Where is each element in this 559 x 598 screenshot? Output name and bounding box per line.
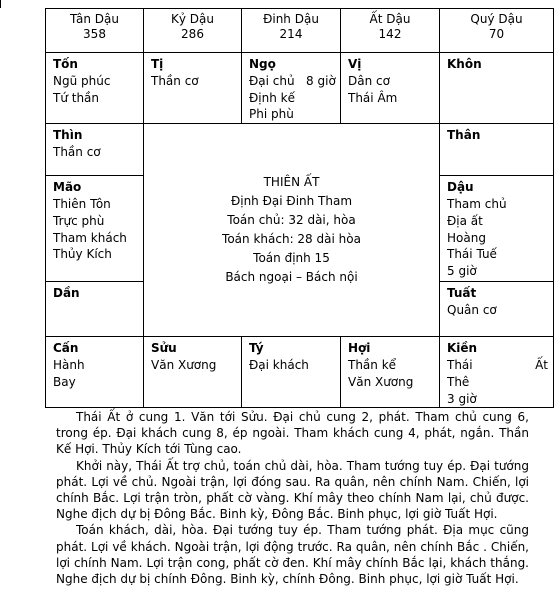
palace-entry-split <box>447 357 548 374</box>
year-name: Đinh Dậu <box>263 12 319 26</box>
center-line: Toán chủ: 32 dài, hòa <box>227 213 356 228</box>
palace-name: Tý <box>249 341 264 356</box>
palace-entry: Tham chủ <box>447 196 507 211</box>
palace-hoi <box>341 337 440 408</box>
palace-tuat <box>440 282 554 337</box>
palace-dau <box>440 176 554 282</box>
header-cell <box>46 9 144 53</box>
palace-entry: Định kế <box>249 90 295 105</box>
palace-ngo <box>242 53 341 124</box>
palace-mao <box>46 176 144 282</box>
year-header-row <box>46 9 554 53</box>
palace-entry: Bay <box>53 374 76 389</box>
palace-entry-right: Ất <box>535 357 548 372</box>
palace-entry: Tham khách <box>53 230 127 245</box>
palace-than <box>440 124 554 176</box>
palace-name: Ngọ <box>249 57 276 71</box>
center-line: Toán định 15 <box>253 251 330 266</box>
palace-kien <box>440 337 554 408</box>
palace-entry: Trực phù <box>53 213 105 228</box>
header-cell <box>341 9 440 53</box>
palace-can <box>46 337 144 408</box>
year-number: 214 <box>279 27 303 41</box>
palace-name: Sửu <box>151 341 177 356</box>
palace-entry: Quân cơ <box>447 302 497 317</box>
thai-at-chart-table <box>45 8 554 408</box>
palace-dan <box>46 282 144 337</box>
palace-entry: Thần cơ <box>53 144 101 159</box>
paragraph: Thái Ất ở cung 1. Văn tới Sửu. Đại chủ cung 2, phát. Tham chủ cung 6, trong ép. Đại khách cung 8, ép ngoài. Tham khách cung 4, phát, ngắn. Thần Kế Hợi. Thủy Kích tới Tùng cao. <box>56 410 529 457</box>
year-number: 70 <box>488 27 505 41</box>
year-number: 286 <box>181 27 204 41</box>
palace-entry: Ngũ phúc <box>53 73 111 88</box>
center-line: Bách ngoại – Bách nội <box>225 270 358 285</box>
year-name: Quý Dậu <box>470 12 523 26</box>
palace-ton <box>46 53 144 124</box>
palace-name: Khôn <box>447 57 482 71</box>
palace-khon <box>440 53 554 124</box>
palace-entry: 3 giờ <box>447 391 477 406</box>
year-number: 142 <box>378 27 402 41</box>
palace-ti <box>144 53 242 124</box>
palace-entry: Địa ất <box>447 213 483 228</box>
year-number: 358 <box>83 27 106 41</box>
paragraph: Toán khách, dài, hòa. Đại tướng tuy ép. Tham tướng phát. Địa mục cũng phát. Lợi về khách. Ngoài trận, lợi động trước. Ra quân, nên chính Bắc . Chiến, lợi chính Nam. Lợi trận cong, phất cờ đen. Khí mây chính Bắc lại, khách thắng. Nghe địch dự bị chính Đông. Binh kỳ, chính Đông. Binh phục, lợi giờ Tuất Hợi. <box>56 523 529 587</box>
palace-name: Thân <box>447 128 481 143</box>
palace-entry: Tứ thần <box>53 90 100 105</box>
center-line: Toán khách: 28 dài hòa <box>222 232 361 247</box>
palace-entry: Hoàng <box>447 230 486 245</box>
center-title: THIÊN ẤT <box>263 175 320 190</box>
palace-ty <box>242 337 341 408</box>
paragraph: Khởi này, Thái Ất trợ chủ, toán chủ dài, hòa. Tham tướng tuy ép. Đại tướng phát. Lợi về chủ. Ngoài trận, lợi đóng sau. Ra quân, nên chính Nam. Chiến, lợi chính Bắc. Lợi trận tròn, phất cờ vàng. Khí mây theo chính Nam lại, chủ được. Nghe địch dự bị Đông Bắc. Binh kỳ, Đông Bắc. Binh phục, lợi giờ Tuất Hợi. <box>56 458 529 522</box>
palace-entry: Thần cơ <box>151 73 199 88</box>
palace-entry: Dân cơ <box>348 73 390 88</box>
palace-name: Tị <box>151 57 164 71</box>
palace-entry-left: Thái <box>447 357 473 372</box>
body-text <box>56 409 529 587</box>
palace-name: Cấn <box>53 341 79 356</box>
header-cell <box>144 9 242 53</box>
year-name: Ất Dậu <box>369 12 411 26</box>
year-name: Tân Dậu <box>70 12 119 26</box>
page-edge-mark <box>0 0 1 8</box>
palace-entry: 5 giờ <box>447 264 477 279</box>
header-cell <box>440 9 554 53</box>
palace-name: Tốn <box>53 57 78 71</box>
palace-name: Dậu <box>447 180 474 195</box>
palace-entry: Văn Xương <box>348 374 414 389</box>
palace-entry: Thần kể <box>348 357 397 372</box>
palace-name: Kiền <box>447 341 478 356</box>
palace-thin <box>46 124 144 176</box>
palace-name: Vị <box>348 57 362 71</box>
palace-entry: Đại khách <box>249 357 309 372</box>
header-cell <box>242 9 341 53</box>
palace-suu <box>144 337 242 408</box>
palace-entry: Thê <box>447 374 470 389</box>
palace-entry: Hành <box>53 357 85 372</box>
palace-name: Mão <box>53 180 82 195</box>
center-summary <box>144 124 440 337</box>
palace-entry: Đại chủ 8 giờ <box>249 73 336 88</box>
year-name: Kỷ Dậu <box>171 12 214 26</box>
palace-entry: Thủy Kích <box>53 247 112 262</box>
palace-name: Hợi <box>348 341 371 356</box>
palace-name: Tuất <box>447 286 477 301</box>
palace-entry: Thiên Tôn <box>53 196 111 211</box>
palace-entry: Thái Âm <box>348 90 398 105</box>
center-line: Định Đại Đinh Tham <box>230 194 353 209</box>
palace-name: Thìn <box>53 128 83 143</box>
palace-name: Dần <box>53 286 80 301</box>
palace-entry: Thái Tuế <box>447 247 497 262</box>
palace-entry: Văn Xương <box>151 357 217 372</box>
palace-entry: Phi phù <box>249 107 294 122</box>
palace-vi <box>341 53 440 124</box>
